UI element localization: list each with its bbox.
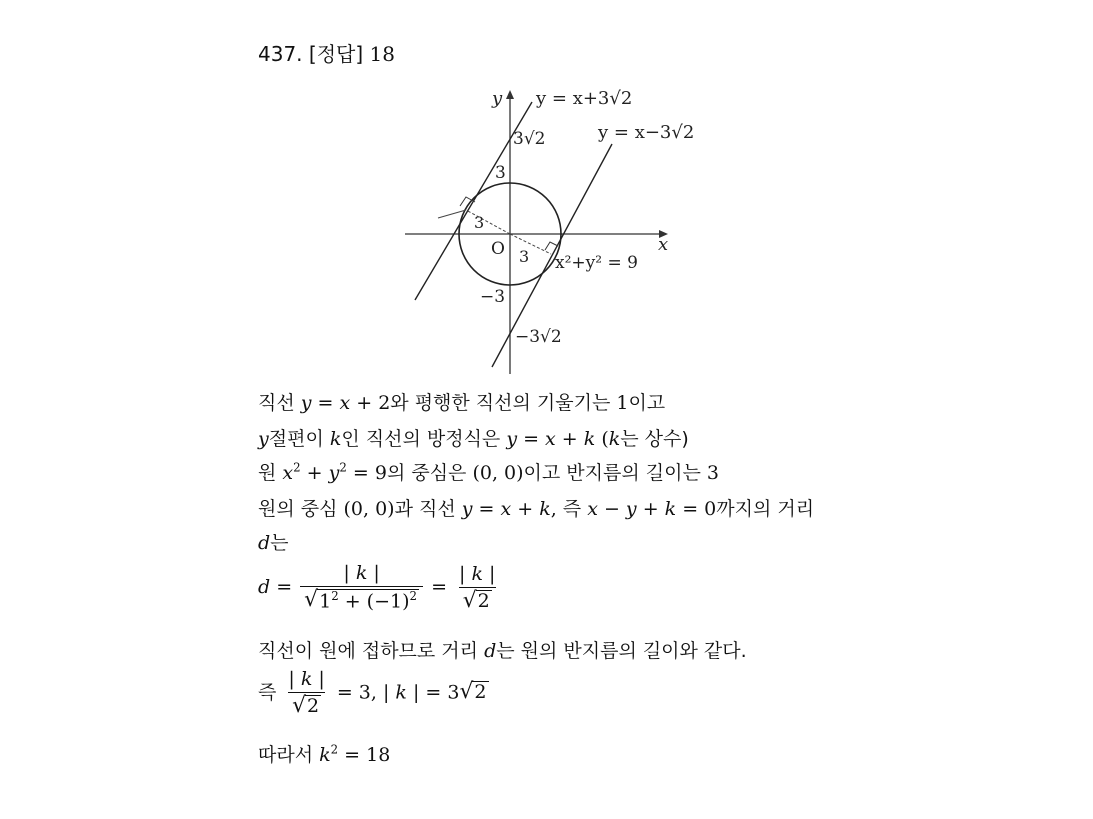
text-line-1: 직선 y = x + 2와 평행한 직선의 기울기는 1이고 [258,392,666,414]
line1-label: y = x+3√2 [536,88,633,109]
circle-tangent-figure [400,82,720,382]
tick-bottom-label: −3 [480,287,506,307]
text-line-4: 원의 중심 (0, 0)과 직선 y = x + k, 즉 x − y + k = 0까지의 거리 [258,498,815,520]
radius-right [510,234,551,254]
radius-left [466,210,510,234]
problem-header [258,38,395,67]
text-line-9: 따라서 $k^2 = 18$ [258,742,391,766]
y-axis-label: y [492,88,503,109]
x-axis-label: x [658,234,669,255]
distance-formula: d = | k | √ $1^2 + (-1)^2$ = | k | √ 2 [258,562,501,613]
tick-top-label: 3 [495,163,506,183]
answer-tag: [정답] [308,42,364,66]
y-int-bottom-label: −3√2 [515,327,562,347]
text-line-8: 즉 | k | √ 2 = 3, | k | = 3 √ 2 [258,668,487,718]
radius-left-label: 3 [474,213,485,232]
line2-label: y = x−3√2 [598,122,695,143]
answer-value: 18 [369,42,395,66]
fraction-2: | k | √ 2 [459,562,496,613]
origin-label: O [491,239,505,259]
text-line-2: y절편이 k인 직선의 방정식은 y = x + k (k는 상수) [258,428,689,450]
text-line-5: d는 [258,532,289,554]
circle-equation-label: x²+y² = 9 [555,253,638,273]
fraction-1: | k | √ $1^2 + (-1)^2$ [300,562,423,613]
radius-right-label: 3 [519,247,530,266]
fraction-3: | k | √ 2 [288,668,325,718]
y-axis-arrow [506,90,514,99]
text-line-3: 원 $x^2 + y^2 = 9$의 중심은 (0, 0)이고 반지름의 길이는 3 [258,460,719,484]
y-int-top-label: 3√2 [513,129,546,149]
problem-number: 437. [258,42,303,66]
text-line-7: 직선이 원에 접하므로 거리 d는 원의 반지름의 길이와 같다. [258,640,747,662]
